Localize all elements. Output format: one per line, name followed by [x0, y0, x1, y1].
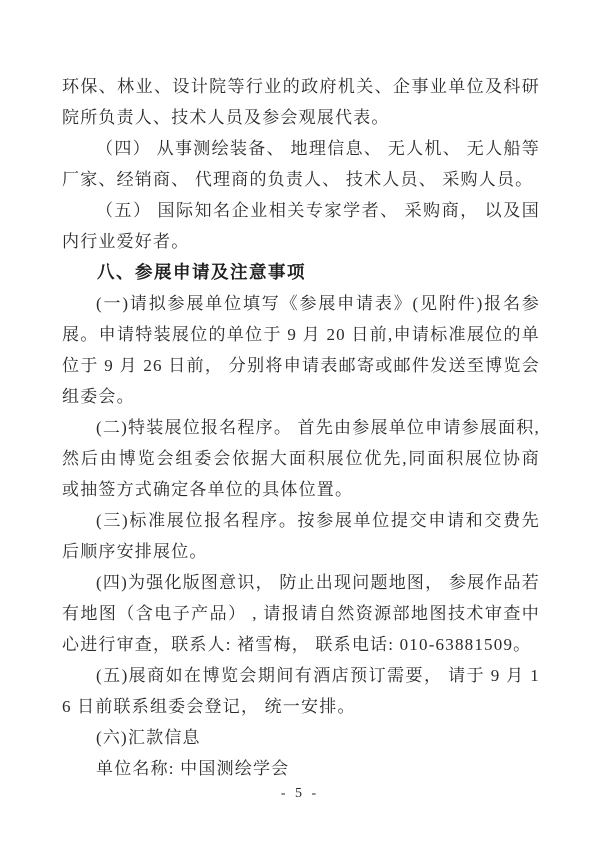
- document-body: [62, 71, 540, 784]
- paragraph-hotel-booking: (五)展商如在博览会期间有酒店预订需要， 请于 9 月 16 日前联系组委会登记， 统一安排。: [62, 666, 540, 716]
- section-heading-application-notes: 八、参展申请及注意事项: [97, 262, 306, 282]
- paragraph-remittance-info: (六)汇款信息: [96, 728, 201, 747]
- page-number: - 5 -: [280, 786, 320, 801]
- list-item-five-experts: （五） 国际知名企业相关专家学者、 采购商， 以及国内行业爱好者。: [62, 201, 540, 251]
- paragraph-standard-booth-procedure: (三)标准展位报名程序。按参展单位提交申请和交费先后顺序安排展位。: [62, 511, 540, 561]
- paragraph-unit-name: 单位名称: 中国测绘学会: [96, 759, 290, 778]
- paragraph-application-form: (一)请拟参展单位填写《参展申请表》(见附件)报名参展。申请特装展位的单位于 9 月 20 日前,申请标准展位的单位于 9 月 26 日前， 分别将申请表邮寄或邮件发送至博览会组委会。: [62, 294, 540, 406]
- list-item-four-vendors: （四） 从事测绘装备、 地理信息、 无人机、 无人船等厂家、经销商、 代理商的负责人、 技术人员、 采购人员。: [62, 139, 540, 189]
- paragraph-attendees-continued: 环保、林业、设计院等行业的政府机关、企事业单位及科研院所负责人、技术人员及参会观展代表。: [62, 77, 540, 127]
- paragraph-map-review: (四)为强化版图意识， 防止出现问题地图， 参展作品若有地图（含电子产品） , 请报请自然资源部地图技术审查中心进行审查，联系人: 褚雪梅， 联系电话: 010-63881509。: [62, 573, 540, 654]
- paragraph-custom-booth-procedure: (二)特装展位报名程序。 首先由参展单位申请参展面积,然后由博览会组委会依据大面积展位优先,同面积展位协商或抽签方式确定各单位的具体位置。: [62, 418, 540, 499]
